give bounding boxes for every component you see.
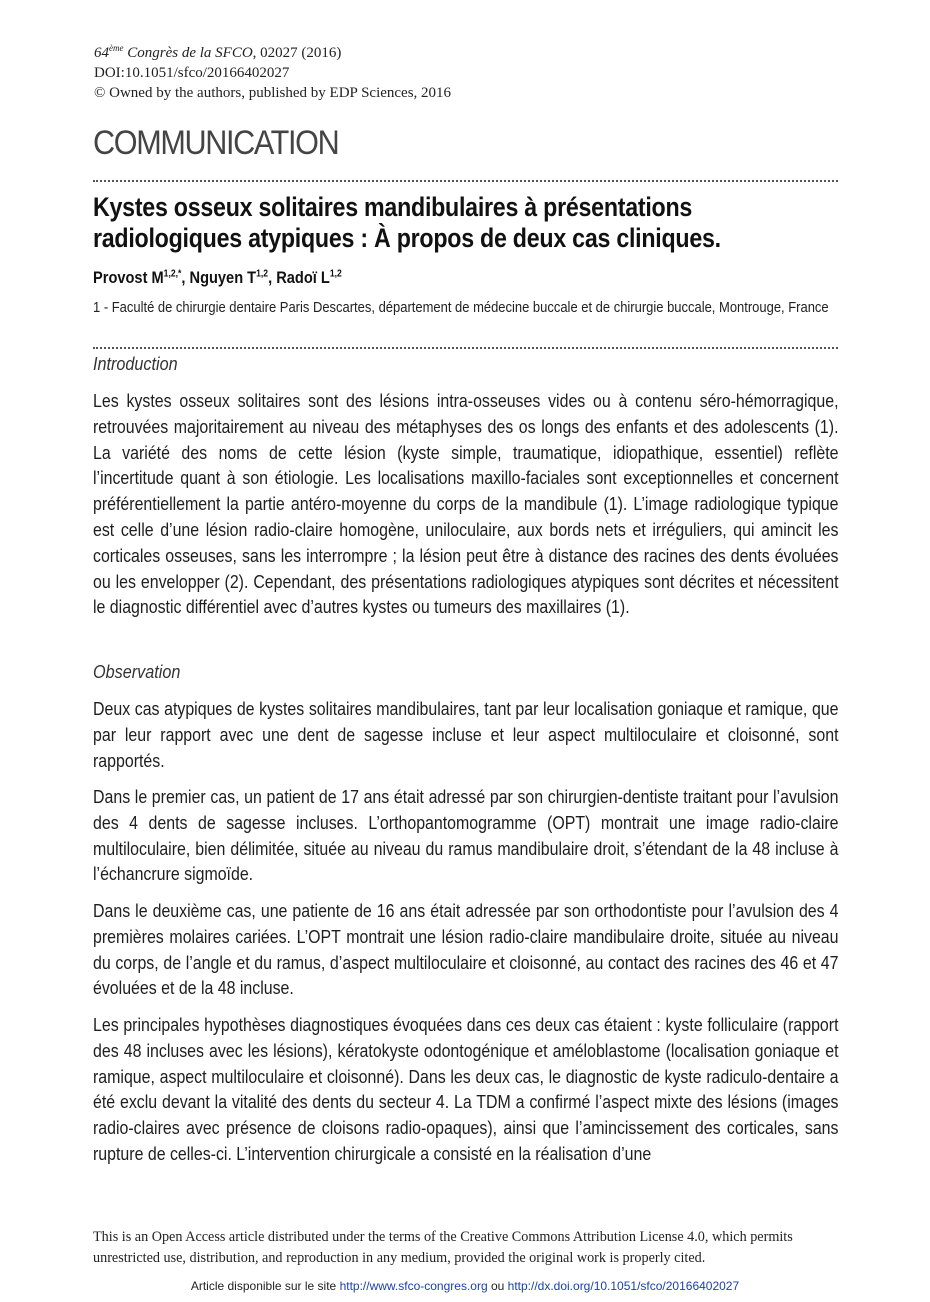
author-3-affil: 1,2 (329, 268, 342, 280)
divider-affiliation (93, 347, 838, 349)
author-1-affil: 1,2,* (163, 268, 182, 280)
heading-observation: Observation (93, 662, 181, 682)
paragraph-observation-3: Dans le deuxième cas, une patiente de 16 ans était adressée par son orthodontiste pour l’avulsion des 4 premières molaires cariées. L’OPT montrait une lésion radio-claire mandibulaire droite, située au niveau du corps, de l’angle et du ramus, d’aspect multiloculaire et cloisonné, au contact des racines des 46 et 47 évoluées et de la 48 incluse. (93, 901, 839, 999)
conference-number: 64 (94, 45, 109, 61)
doi-line: DOI:10.1051/sfco/20166402027 (94, 65, 290, 81)
author-separator: , (268, 268, 277, 287)
header-meta (94, 38, 451, 103)
author-3-name: Radoï L (276, 268, 330, 287)
availability-prefix: Article disponible sur le site (190, 1279, 340, 1293)
conference-name: Congrès de la SFCO (123, 45, 253, 61)
paragraph-observation-2: Dans le premier cas, un patient de 17 ans était adressé par son chirurgien-dentiste traitant pour l’avulsion des 4 dents de sagesse incluses. L’orthopantomogramme (OPT) montrait une image radio-claire multiloculaire, bien délimitée, située au niveau du ramus mandibulaire droit, s’étendant de la 48 incluse à l’échancrure sigmoïde. (93, 787, 839, 885)
paper-title: Kystes osseux solitaires mandibulaires à présentations radiologiques atypiques : À propos de deux cas cliniques. (93, 192, 721, 253)
conference-ordinal: ème (109, 43, 124, 53)
conference-issue: , 02027 (2016) (252, 45, 342, 61)
conference-line (94, 38, 451, 63)
paragraph-introduction: Les kystes osseux solitaires sont des lésions intra-osseuses vides ou à contenu séro-hémorragique, retrouvées majoritairement au niveau des métaphyses des os longs des enfants et des adolescents (1). La variété des noms de cette lésion (kyste simple, traumatique, idiopathique, essentiel) reflète l’incertitude quant à son étiologie. Les localisations maxillo-faciales sont exceptionnelles et concernent préférentiellement la partie antéro-moyenne du corps de la mandibule (1). L’image radiologique typique est celle d’une lésion radio-claire homogène, uniloculaire, aux bords nets et irréguliers, qui amincit les corticales osseuses, sans les interrompre ; la lésion peut être à distance des racines des dents évoluées ou les envelopper (2). Cependant, des présentations radiologiques atypiques sont décrites et nécessitent le diagnostic différentiel avec d’autres kystes ou tumeurs des maxillaires (1). (93, 391, 839, 618)
copyright-line: © Owned by the authors, published by EDP Sciences, 2016 (94, 85, 452, 101)
author-1-name: Provost M (93, 268, 164, 287)
doi-link[interactable]: http://dx.doi.org/10.1051/sfco/20166402027 (507, 1279, 740, 1293)
divider-top (93, 180, 838, 182)
article-type-label: COMMUNICATION (93, 124, 339, 162)
heading-introduction: Introduction (93, 354, 178, 374)
paragraph-observation-1: Deux cas atypiques de kystes solitaires mandibulaires, tant par leur localisation goniaque et ramique, que par leur rapport avec une dent de sagesse incluse et leur aspect multiloculaire et cloisonné, sont rapportés. (93, 699, 839, 771)
sfco-site-link[interactable]: http://www.sfco-congres.org (339, 1279, 488, 1293)
affiliation: 1 - Faculté de chirurgie dentaire Paris Descartes, département de médecine buccale et de chirurgie buccale, Montrouge, France (93, 299, 829, 316)
author-2-name: Nguyen T (189, 268, 257, 287)
license-notice: This is an Open Access article distributed under the terms of the Creative Commons Attribution License 4.0, which permits unrestricted use, distribution, and reproduction in any medium, provided the original work is properly cited. (93, 1229, 793, 1266)
author-2-affil: 1,2 (256, 268, 269, 280)
author-list (93, 268, 342, 288)
author-separator: , (181, 268, 190, 287)
availability-middle: ou (487, 1279, 508, 1293)
paragraph-observation-4: Les principales hypothèses diagnostiques évoquées dans ces deux cas étaient : kyste folliculaire (rapport des 48 incluses avec les lésions), kératokyste odontogénique et améloblastome (localisation goniaque et ramique, aspect multiloculaire et cloisonné). Dans les deux cas, le diagnostic de kyste radiculo-dentaire a été exclu devant la vitalité des dents du secteur 4. La TDM a confirmé l’aspect mixte des lésions (images radio-claires avec présence de cloisons radio-opaques), ainsi que l’amincissement des corticales, sans rupture de celles-ci. L’intervention chirurgicale a consisté en la réalisation d’une (93, 1015, 839, 1164)
availability-line (0, 1279, 930, 1293)
